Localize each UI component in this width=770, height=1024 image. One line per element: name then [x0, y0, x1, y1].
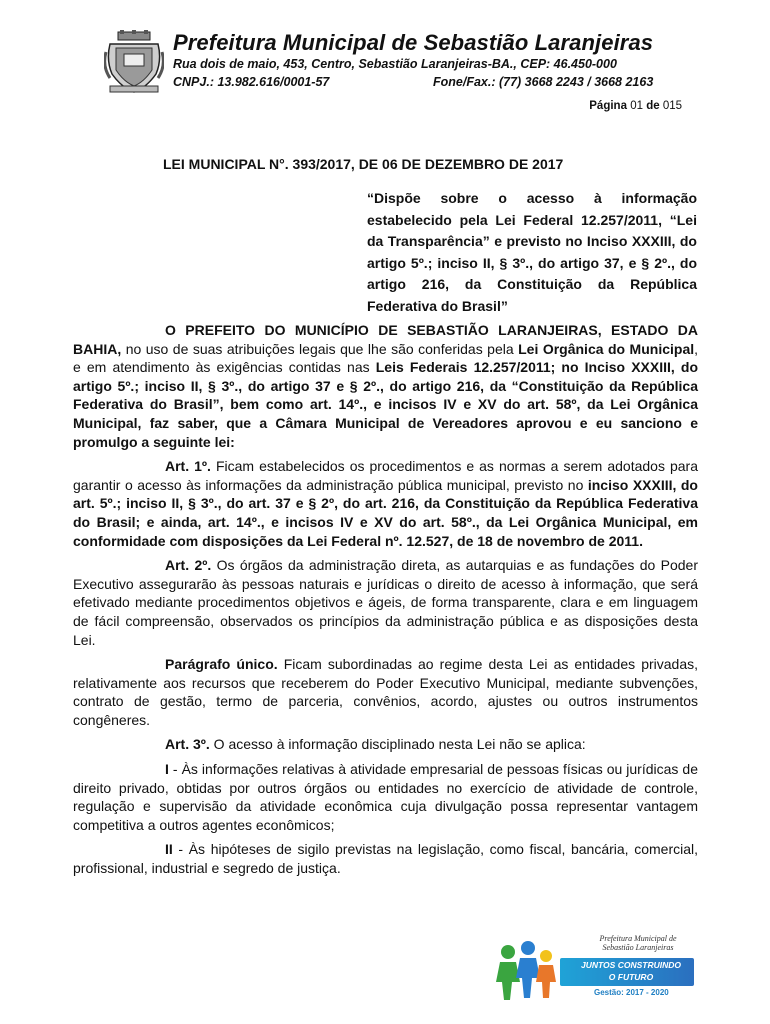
- article-3-label: Art. 3º.: [165, 736, 210, 753]
- page-number-separator: de: [646, 100, 660, 112]
- preamble-lead: O PREFEITO DO MUNICÍPIO DE SEBASTIÃO LARANJEIRAS, ESTADO DA BAHIA,: [73, 322, 698, 357]
- inciso-1-label: I: [165, 761, 169, 778]
- preamble-lei-organica: Lei Orgânica do Municipal: [518, 340, 695, 357]
- article-1-text: Ficam estabelecidos os procedimentos e as normas a serem adotados para garantir o acesso às informações da administração pública municipal, previsto no: [73, 458, 698, 493]
- law-summary: “Dispõe sobre o acesso à informação estabelecido pela Lei Federal 12.257/2011, “Lei da Transparência” e previsto no Inciso XXXIII, do artigo 5º.; inciso II, § 3º., do artigo 37, e § 2º., do artigo 216, da Constituição da República Federativa do Brasil”: [367, 190, 697, 314]
- article-1-label: Art. 1º.: [165, 458, 211, 475]
- article-3-text: O acesso à informação disciplinado nesta Lei não se aplica:: [209, 736, 586, 753]
- people-figures-icon: [496, 938, 562, 1004]
- article-2: [73, 556, 698, 649]
- preamble-paragraph: [73, 321, 698, 451]
- inciso-1-text: - Às informações relativas à atividade empresarial de pessoas físicas ou jurídicas de direito privado, obtidas por outros órgãos ou entidades no exercício de atividade de controle, regulação e supervisão da atividade econômica cuja divulgação possa representar vantagem competitiva a outros agentes econômicos;: [73, 761, 698, 833]
- single-paragraph: [73, 655, 698, 729]
- header-cnpj: CNPJ.: 13.982.616/0001-57: [173, 75, 330, 89]
- single-paragraph-text: Ficam subordinadas ao regime desta Lei as entidades privadas, relativamente aos recursos que receberem do Poder Executivo Municipal, mediante subvenções, contrato de gestão, termo de parceria, convênios, acordo, ajustes ou outros instrumentos congêneres.: [73, 656, 699, 728]
- page-number: [589, 100, 682, 112]
- preamble-text-a: no uso de suas atribuições legais que lhe são conferidas pela: [121, 340, 519, 357]
- header-title: Prefeitura Municipal de Sebastião Laranjeiras: [173, 30, 654, 55]
- inciso-2: [73, 840, 698, 877]
- law-title: LEI MUNICIPAL N°. 393/2017, DE 06 DE DEZEMBRO DE 2017: [163, 156, 564, 172]
- inciso-1: [73, 760, 698, 834]
- logo-gestao: Gestão: 2017 - 2020: [594, 988, 669, 997]
- logo-caption: Prefeitura Municipal de Sebastião Laranjeiras: [599, 934, 677, 952]
- logo-banner-text: JUNTOS CONSTRUINDO O FUTURO: [581, 960, 681, 982]
- footer-logo: [496, 928, 696, 1004]
- article-1-references: inciso XXXIII, do art. 5º.; inciso II, § 3º., do art. 37 e § 2º, do art. 216, da Constituição da República Federativa do Brasil; e ainda, art. 14º., e incisos IV e XV do art. 58º., da Lei Orgânica Municipal, em conformidade com disposições da Lei Federal nº. 12.527, de 18 de novembro de 2011.: [73, 476, 698, 549]
- single-paragraph-label: Parágrafo único.: [165, 656, 278, 673]
- municipal-crest-icon: [104, 30, 164, 94]
- page-number-label: Página: [589, 100, 627, 112]
- article-3: [73, 735, 698, 754]
- article-2-label: Art. 2º.: [165, 557, 212, 574]
- article-2-text: Os órgãos da administração direta, as autarquias e as fundações do Poder Executivo assegurarão às pessoas naturais e jurídicas o direito de acesso à informação, que será efetivado mediante procedimentos objetivos e ágeis, de forma transparente, clara e em linguagem de fácil compreensão, observados os princípios da administração pública e as disposições desta Lei.: [73, 557, 698, 648]
- header-phone: Fone/Fax.: (77) 3668 2243 / 3668 2163: [433, 75, 654, 89]
- inciso-2-label: II: [165, 841, 173, 858]
- preamble-text-b: , e em atendimento às exigências contidas nas: [73, 340, 699, 376]
- law-body: [73, 321, 698, 884]
- article-1: [73, 457, 698, 550]
- header-address: Rua dois de maio, 453, Centro, Sebastião Laranjeiras-BA., CEP: 46.450-000: [173, 57, 617, 71]
- page-number-current: 01: [630, 100, 643, 112]
- page-number-total: 015: [662, 100, 682, 112]
- inciso-2-text: - Às hipóteses de sigilo previstas na legislação, como fiscal, bancária, comercial, profissional, industrial e segredo de justiça.: [73, 841, 698, 877]
- preamble-leis-federais: Leis Federais 12.257/2011; no Inciso XXXIII, do artigo 5º.; inciso II, § 3º., do artigo 37 e § 2º., do artigo 216, da “Constituição da República Federativa do Brasil”, bem como art. 14º., e incisos IV e XV do art. 58º, da Lei Orgânica Municipal, faz saber, que a Câmara Municipal de Vereadores aprovou e eu sanciono e promulgo a seguinte lei:: [73, 359, 699, 450]
